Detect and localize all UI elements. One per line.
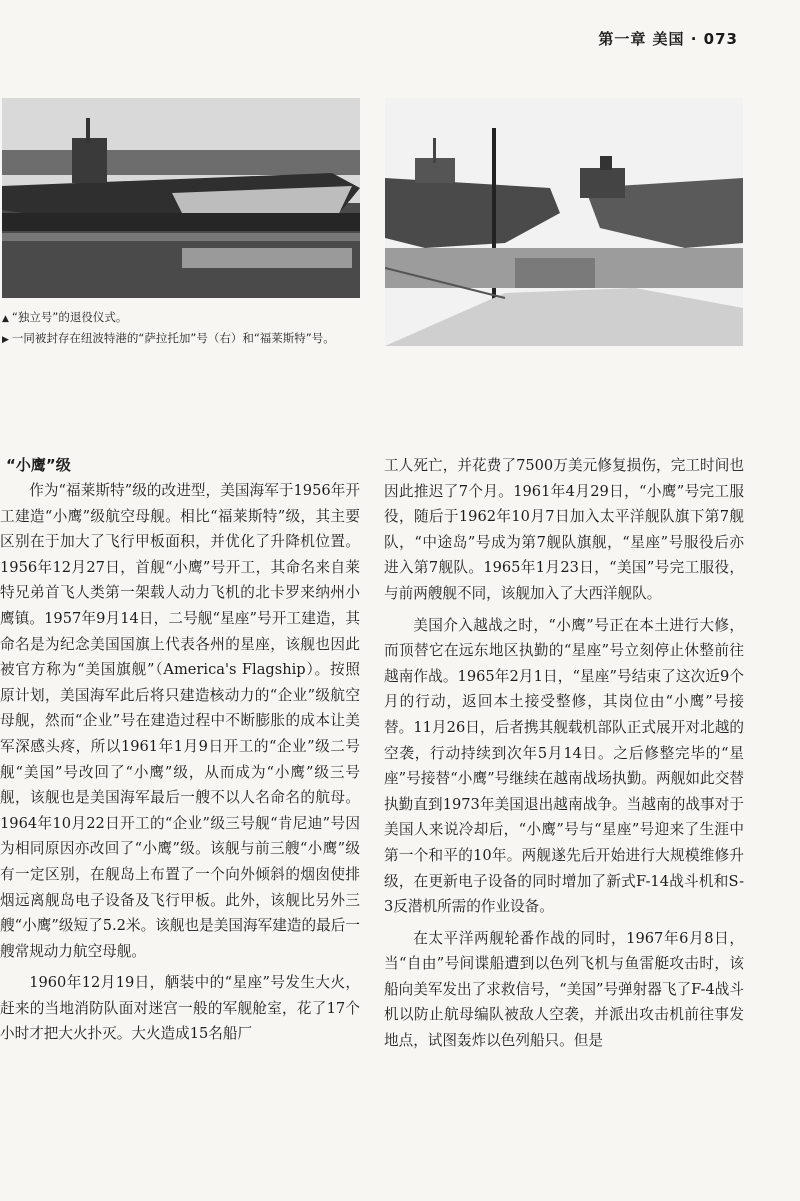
paragraph: 美国介入越战之时，“小鹰”号正在本土进行大修，而顶替它在远东地区执勤的“星座”号立刻停止休整前往越南作战。1965年2月1日，“星座”号结束了这次近9个月的行动，返回本土接受整修，其岗位由“小鹰”号接替。11月26日，后者携其舰载机部队正式展开对北越的空袭，行动持续到次年5月14日。之后修整完毕的“星座”号接替“小鹰”号继续在越南战场执勤。两舰如此交替执勤直到1973年美国退出越南战争。当越南的战事对于美国人来说冷却后，“小鹰”号与“星座”号迎来了生涯中第一个和平的10年。两舰遂先后开始进行大规模维修升级，在更新电子设备的同时增加了新式F-14战斗机和S-3反潜机所需的作业设备。 — [384, 616, 744, 916]
caption-2 — [2, 329, 372, 350]
carrier-ceremony-photo — [2, 98, 360, 298]
caption-text: “独立号”的退役仪式。 — [11, 310, 128, 324]
paragraph: 工人死亡，并花费了7500万美元修复损伤，完工时间也因此推迟了7个月。1961年4月29日，“小鹰”号完工服役，随后于1962年10月7日加入太平洋舰队旗下第7舰队，“中途岛”号成为第7舰队旗舰，“星座”号服役后亦进入第7舰队。1965年1月23日，“美国”号完工服役，与前两艘舰不同，该舰加入了大西洋舰队。 — [384, 457, 744, 602]
caption-text: 一同被封存在纽波特港的“萨拉托加”号（右）和“福莱斯特”号。 — [11, 331, 335, 345]
paragraph: 1960年12月19日，舾装中的“星座”号发生大火，赶来的当地消防队面对迷宫一般的军舰舱室，花了17个小时才把大火扑灭。大火造成15名船厂 — [0, 974, 360, 1043]
mothballed-carriers-photo — [385, 98, 743, 346]
figure-captions — [2, 308, 372, 350]
running-header: 第一章 美国 · 073 — [598, 30, 738, 48]
paragraph: 作为“福莱斯特”级的改进型，美国海军于1956年开工建造“小鹰”级航空母舰。相比“福莱斯特”级，其主要区别在于加大了飞行甲板面积，并优化了升降机位置。1956年12月27日，首舰“小鹰”号开工，其命名来自莱特兄弟首飞人类第一架载人动力飞机的北卡罗来纳州小鹰镇。1957年9月14日，二号舰“星座”号开工建造，其命名是为纪念美国国旗上代表各州的星座，该舰也因此被官方称为“美国旗舰”（America's Flagship）。按照原计划，美国海军此后将只建造核动力的“企业”级航空母舰，然而“企业”号在建造过程中不断膨胀的成本让美军深感头疼，所以1961年1月9日开工的“企业”级二号舰“美国”号改回了“小鹰”级，从而成为“小鹰”级三号舰，该舰也是美国海军最后一艘不以人名命名的航母。1964年10月22日开工的“企业”级三号舰“肯尼迪”号因为相同原因亦改回了“小鹰”级。该舰与前三艘“小鹰”级有一定区别，在舰岛上布置了一个向外倾斜的烟囱使排烟远离舰岛电子设备及飞行甲板。此外，该舰比另外三艘“小鹰”级短了5.2米。该舰也是美国海军建造的最后一艘常规动力航空母舰。 — [0, 482, 360, 960]
carrier-ceremony-image — [2, 98, 360, 298]
mothballed-carriers-image — [385, 98, 743, 346]
caption-marker: ▲ — [2, 314, 9, 324]
caption-marker: ▶ — [2, 335, 9, 345]
left-text-column — [0, 452, 360, 1047]
paragraph: 在太平洋两舰轮番作战的同时，1967年6月8日，当“自由”号间谍船遭到以色列飞机与鱼雷艇攻击时，该船向美军发出了求救信号，“美国”号弹射器飞了F-4战斗机以防止航母编队被敌人空袭，并派出攻击机前往事发地点，试图轰炸以色列船只。但是 — [384, 929, 744, 1050]
section-title: “小鹰”级 — [6, 456, 71, 474]
caption-1 — [2, 308, 372, 329]
right-text-column — [384, 453, 744, 1054]
